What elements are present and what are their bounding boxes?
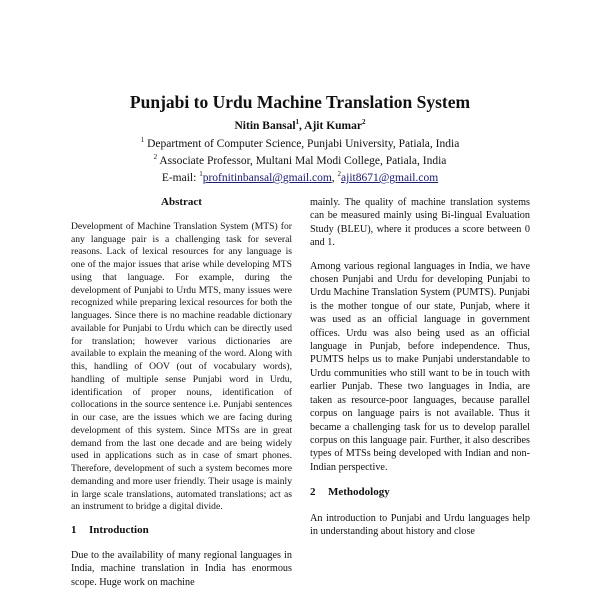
email-label: E-mail: [161,172,200,184]
author-sup: 1 [295,118,300,127]
section-number: 2 [310,486,316,499]
email-link-1[interactable]: profnitinbansal@gmail.com [202,172,332,184]
section-number: 1 [71,524,77,536]
affiliation-sup: 2 [153,153,158,162]
abstract-text: Development of Machine Translation System (MTS) for any language pair is a challenging task for several reasons. Lack of lexical resources for any language is one of the major issues that arise while developing MTS using that language. For example, during the development of Punjabi to Urdu MTS, many issues were recognized while preparing lexical resources for both the languages. Since there is no machine readable dictionary available for Punjabi to Urdu which can be directly used for translation; however various dictionaries are available to explain the meaning of the word. Along with this, handling of OOV (out of vocabulary words), handling of multiple sense Punjabi word in Urdu, identification of proper nouns, identification of collocations in the source sentence i.e. Punjabi sentences in our case, are the issues which we are facing during development of this system. Since MTSs are in great demand from the last one decade and are being widely used in applications such as in case of smart phones. Therefore, development of such a system becomes more demanding and more user friendly. Their usage is mainly in large scale translations, automated translations; act as an instrument to bridge a digital divide. [71,220,292,513]
section-heading-methodology [310,486,530,499]
affiliation-text: Associate Professor, Multani Mal Modi College, Patiala, India [159,155,447,167]
author-line [0,120,600,132]
section-title: Introduction [89,524,149,536]
affiliation-text: Department of Computer Science, Punjabi University, Patiala, India [147,138,460,150]
author-sup: 2 [361,118,366,127]
author-separator: , [299,120,305,132]
affiliation-1 [0,138,600,150]
email-sup: 2 [337,170,342,179]
introduction-text: Due to the availability of many regional languages in India, machine translation in India has enormous scope. Huge work on machine [71,549,292,588]
section-title: Methodology [328,486,390,499]
paragraph: Among various regional languages in India, we have chosen Punjabi and Urdu for developing Punjabi to Urdu Machine Translation System (PUMTS). Punjabi is the mother tongue of our state, Punjab, where it was used as an official language in government offices. Urdu was also being used as an official language in Punjab, before independence. Thus, PUMTS helps us to make Punjabi understandable to Urdu communities who still want to be in touch with earlier Punjab. These two languages in India, are taken as resource-poor languages, because parallel corpus on language pairs is not available. Thus it became a challenging task for us to develop parallel corpus on this language pair. Further, it also describes types of MTSs being developed with Indian and non-Indian perspective. [310,260,530,473]
paper-title: Punjabi to Urdu Machine Translation System [129,92,471,112]
abstract-heading: Abstract [161,196,202,208]
affiliation-sup: 1 [140,136,145,145]
author-name: Nitin Bansal [234,120,296,132]
right-column [310,196,530,538]
section-heading-introduction [71,524,292,537]
paragraph: mainly. The quality of machine translation systems can be measured mainly using Bi-lingual Evaluation Study (BLEU), where it produces a score between 0 and 1. [310,197,530,249]
author-name: Ajit Kumar [304,120,362,132]
affiliation-2 [0,155,600,167]
email-link-2[interactable]: ajit8671@gmail.com [341,172,439,184]
email-sup: 1 [199,170,203,179]
email-line [0,172,600,184]
email-separator: , [331,172,338,184]
paragraph: An introduction to Punjabi and Urdu languages help in understanding about history and close [310,512,530,537]
left-column [71,196,292,589]
